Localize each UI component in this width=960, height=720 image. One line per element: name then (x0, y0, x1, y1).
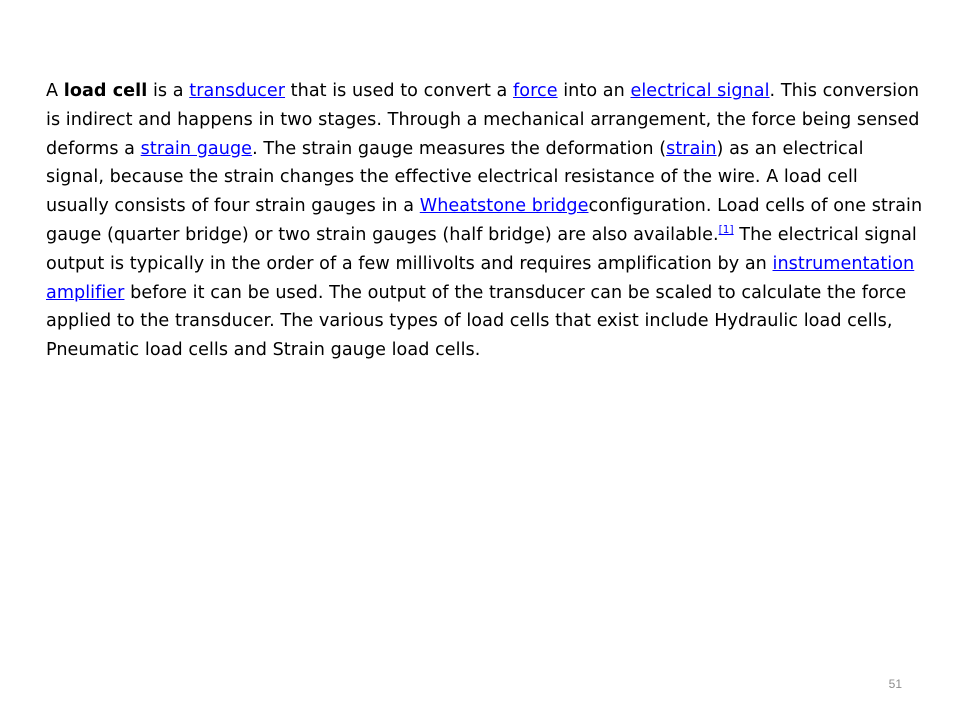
page-number: 51 (888, 677, 902, 691)
link-force[interactable]: force (513, 81, 558, 101)
text-run: The electrical signal output is typically in the order of a few millivolts and requires amplification by an (46, 224, 917, 274)
link-strain[interactable]: strain (666, 138, 717, 159)
link-instrumentation-amplifier[interactable]: instrumentation amplifier (46, 253, 915, 303)
text-run: . The strain gauge measures the deformation ( (252, 138, 667, 159)
term-load-cell: load cell (63, 81, 148, 101)
reference-link-1[interactable]: [1] (718, 224, 734, 237)
text-run: that is used to convert a (285, 81, 514, 101)
text-run: ) as an electrical signal, because the strain changes the effective electrical resistance of the wire. A load cell usually consists of four strain gauges in a (46, 138, 864, 217)
link-transducer[interactable]: transducer (189, 81, 286, 101)
text-run: A (46, 81, 64, 101)
text-run: into an (557, 81, 631, 101)
body-paragraph (46, 77, 926, 365)
text-run: before it can be used. The output of the transducer can be scaled to calculate the force applied to the transducer. The various types of load cells that exist include Hydraulic load cells, Pneumatic load cells and Strain gauge load cells. (46, 282, 907, 361)
link-electrical-signal[interactable]: electrical signal (630, 81, 770, 101)
text-run: . This conversion is indirect and happens in two stages. Through a mechanical arrangement, the force being sensed deforms a (46, 81, 920, 159)
link-wheatstone-bridge[interactable]: Wheatstone bridge (419, 196, 589, 217)
link-strain-gauge[interactable]: strain gauge (140, 138, 253, 159)
text-run: configuration. Load cells of one strain gauge (quarter bridge) or two strain gauges (half bridge) are also available. (46, 196, 923, 245)
text-run: is a (147, 81, 190, 101)
